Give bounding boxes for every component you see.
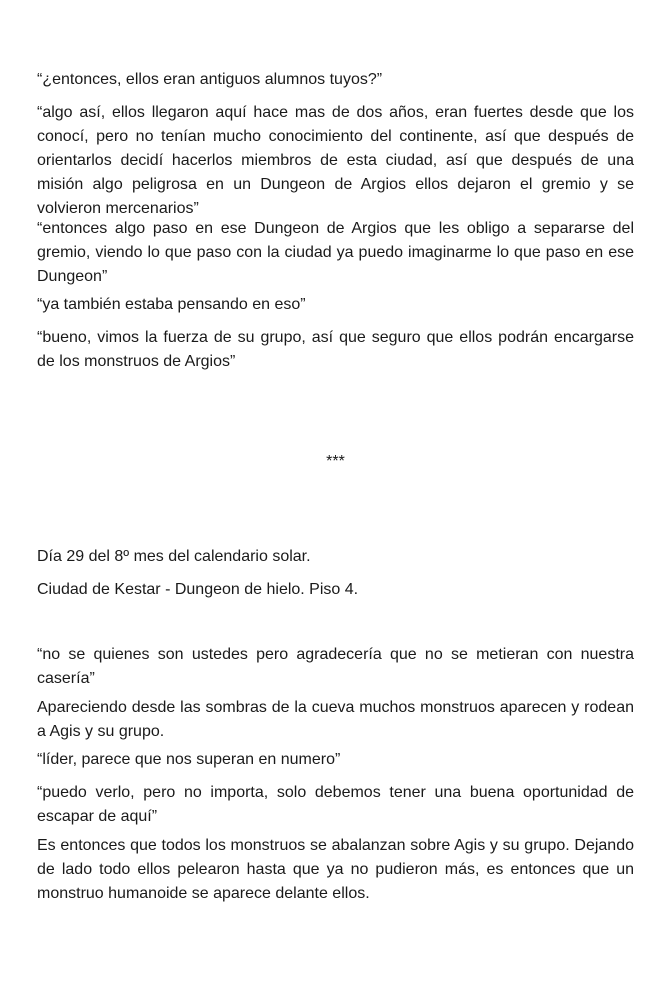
dialogue-paragraph bbox=[37, 326, 634, 374]
paragraph-text: “líder, parece que nos superan en numero” bbox=[37, 751, 341, 768]
scene-location-text: Ciudad de Kestar - Dungeon de hielo. Piso 4. bbox=[37, 581, 359, 598]
dialogue-paragraph bbox=[37, 68, 634, 92]
paragraph-text: “algo así, ellos llegaron aquí hace mas de dos años, eran fuertes desde que los conocí, pero no tenían mucho conocimiento del continente, así que después de orientarlos decidí hacerlos miembros de esta ciudad, así que después de una misión algo peligrosa en un Dungeon de Argios ellos dejaron el gremio y se volvieron mercenarios” bbox=[37, 104, 634, 217]
dialogue-paragraph bbox=[37, 781, 634, 829]
narration-paragraph bbox=[37, 696, 634, 744]
scene-location bbox=[37, 578, 634, 602]
paragraph-text: “ya también estaba pensando en eso” bbox=[37, 296, 306, 313]
dialogue-paragraph bbox=[37, 293, 634, 317]
paragraph-text: “no se quienes son ustedes pero agradecería que no se metieran con nuestra casería” bbox=[37, 646, 634, 687]
paragraph-text: “entonces algo paso en ese Dungeon de Argios que les obligo a separarse del gremio, viendo lo que paso con la ciudad ya puedo imaginarme lo que paso en ese Dungeon” bbox=[37, 220, 634, 285]
paragraph-text: Apareciendo desde las sombras de la cueva muchos monstruos aparecen y rodean a Agis y su grupo. bbox=[37, 699, 634, 740]
paragraph-text: “puedo verlo, pero no importa, solo debemos tener una buena oportunidad de escapar de aquí” bbox=[37, 784, 634, 825]
dialogue-paragraph bbox=[37, 217, 634, 289]
document-page bbox=[37, 0, 634, 1000]
dialogue-paragraph bbox=[37, 643, 634, 691]
scene-date bbox=[37, 545, 634, 569]
paragraph-text: “bueno, vimos la fuerza de su grupo, así que seguro que ellos podrán encargarse de los monstruos de Argios” bbox=[37, 329, 634, 370]
dialogue-paragraph bbox=[37, 101, 634, 221]
scene-date-text: Día 29 del 8º mes del calendario solar. bbox=[37, 548, 311, 565]
dialogue-paragraph bbox=[37, 748, 634, 772]
paragraph-text: “¿entonces, ellos eran antiguos alumnos tuyos?” bbox=[37, 71, 383, 88]
scene-separator: *** bbox=[326, 453, 345, 470]
paragraph-text: Es entonces que todos los monstruos se abalanzan sobre Agis y su grupo. Dejando de lado todo ellos pelearon hasta que ya no pudieron más, es entonces que un monstruo humanoide se aparece delante ellos. bbox=[37, 837, 634, 902]
narration-paragraph bbox=[37, 834, 634, 906]
